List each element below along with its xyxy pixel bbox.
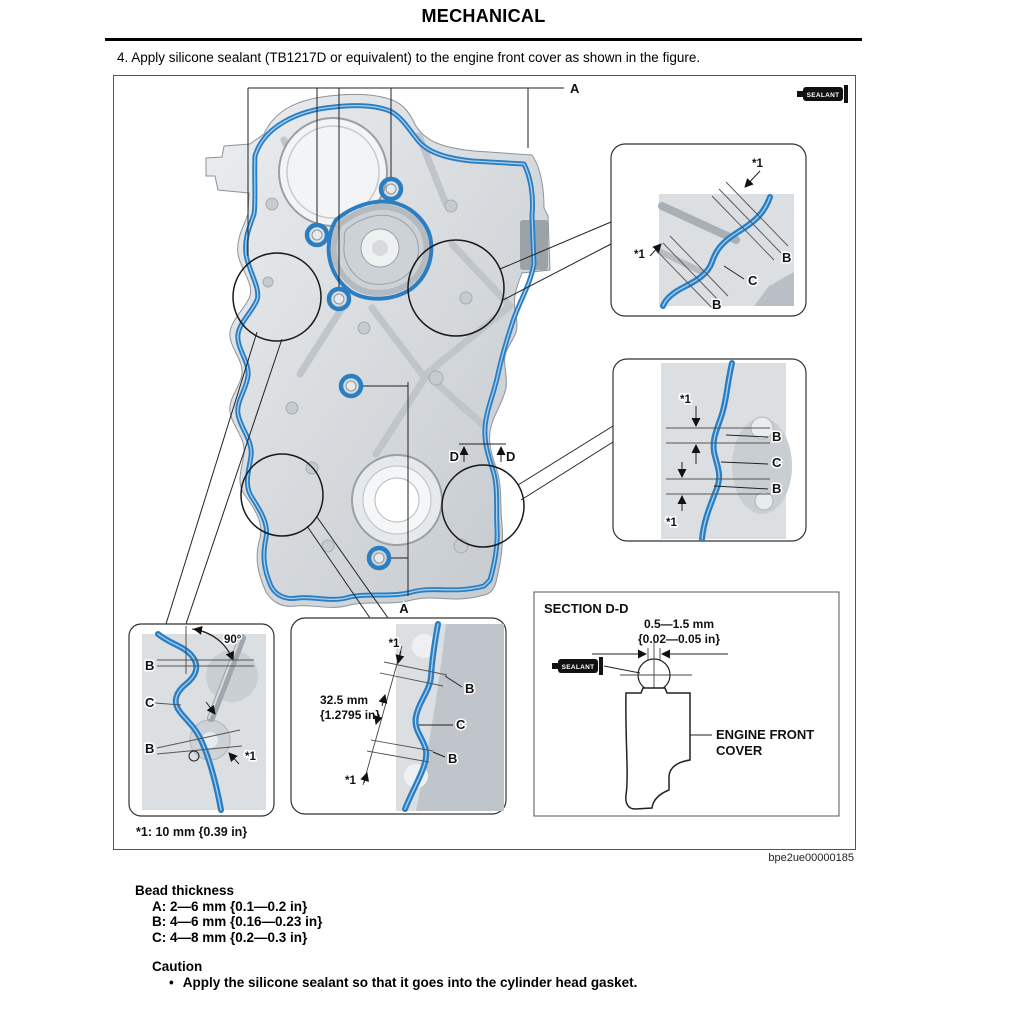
inset-top-right (611, 144, 806, 316)
label-star1: *1 (666, 517, 677, 529)
label-d-left: D (449, 449, 459, 464)
label-b: B (448, 751, 458, 766)
label-star1: *1 (752, 158, 763, 170)
step-text: 4. Apply silicone sealant (TB1217D or equivalent) to the engine front cover as shown in the figure. (117, 50, 701, 65)
notes-block (135, 883, 637, 990)
figure-frame (113, 75, 856, 850)
section-dd-title: SECTION D-D (544, 601, 629, 616)
label-c: C (772, 455, 782, 470)
header-rule (105, 38, 862, 41)
label-star1: *1 (388, 638, 400, 650)
label-star1: *1 (634, 249, 645, 261)
gap-dim-mm: 0.5—1.5 mm (643, 617, 715, 631)
section-dd-panel (534, 592, 839, 816)
label-90-degrees: 90° (224, 634, 242, 646)
engine-front-cover-illustration (206, 94, 550, 607)
inset-bottom-middle (291, 618, 506, 814)
label-star1: *1 (680, 394, 691, 406)
bullet-point: • (169, 974, 174, 990)
label-star1: *1 (245, 751, 256, 763)
figure-illustration (114, 76, 855, 849)
label-b: B (145, 658, 155, 673)
sealant-tube-icon-section (552, 657, 603, 675)
sealant-tube-icon-top (797, 85, 848, 103)
label-b: B (782, 250, 792, 265)
footnote-star1: *1: 10 mm {0.39 in} (136, 825, 248, 839)
bead-thickness-title: Bead thickness (135, 883, 235, 898)
label-b: B (465, 681, 475, 696)
gap-dim-in: {0.02—0.05 in} (637, 632, 721, 646)
sealant-tube-label: SEALANT (561, 664, 595, 671)
figure-code: bpe2ue00000185 (768, 852, 854, 864)
caution-title: Caution (152, 959, 203, 974)
label-b: B (712, 297, 722, 312)
page-title: MECHANICAL (421, 6, 546, 26)
label-c: C (748, 273, 758, 288)
bead-item-a: A: 2—6 mm {0.1—0.2 in} (152, 898, 308, 914)
oil-pump-cavity (329, 202, 432, 299)
bead-item-b: B: 4—6 mm {0.16—0.23 in} (152, 914, 323, 929)
inset-bottom-left (129, 624, 274, 816)
dim-32-5-mm: 32.5 mm (320, 693, 369, 707)
dim-1-2795-in: {1.2795 in} (320, 708, 381, 722)
label-b: B (145, 741, 155, 756)
caution-text: Apply the silicone sealant so that it goes into the cylinder head gasket. (182, 974, 638, 990)
label-b: B (772, 481, 782, 496)
label-a-top: A (570, 81, 580, 96)
label-a-bottom: A (399, 601, 409, 616)
inset-mid-right (613, 359, 806, 541)
engine-front-cover-label-line1: ENGINE FRONT (716, 727, 815, 742)
engine-front-cover-label-line2: COVER (716, 743, 763, 758)
label-c: C (145, 695, 155, 710)
label-d-right: D (506, 449, 516, 464)
label-c: C (456, 717, 466, 732)
crankshaft-opening (352, 455, 442, 545)
bead-item-c: C: 4—8 mm {0.2—0.3 in} (152, 929, 308, 945)
label-b: B (772, 429, 782, 444)
sealant-tube-label: SEALANT (806, 92, 840, 99)
label-star1: *1 (345, 775, 356, 787)
